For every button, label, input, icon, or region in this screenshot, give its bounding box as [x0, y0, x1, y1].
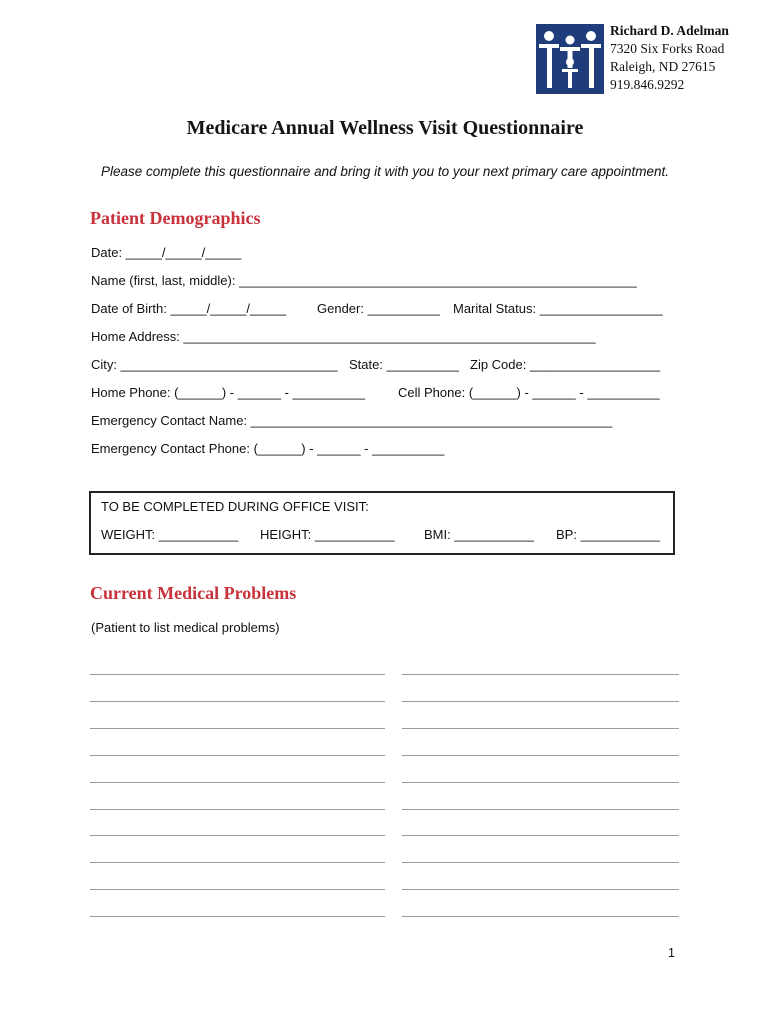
home-phone-field[interactable]: Home Phone: (______) - ______ - __________ [91, 385, 365, 400]
problem-line-left[interactable] [90, 916, 385, 917]
gender-field[interactable]: Gender: __________ [317, 301, 440, 316]
problem-line-left[interactable] [90, 862, 385, 863]
office-phone: 919.846.9292 [610, 77, 685, 92]
problem-line-left[interactable] [90, 809, 385, 810]
medical-problems-instruction: (Patient to list medical problems) [91, 620, 280, 635]
emergency-contact-name-field[interactable]: Emergency Contact Name: __________________________________________________ [91, 413, 613, 428]
problem-line-right[interactable] [402, 728, 679, 729]
page-number: 1 [668, 946, 675, 960]
marital-status-field[interactable]: Marital Status: _________________ [453, 301, 663, 316]
bmi-field[interactable]: BMI: ___________ [424, 527, 534, 542]
office-visit-label: TO BE COMPLETED DURING OFFICE VISIT: [101, 499, 369, 514]
weight-field[interactable]: WEIGHT: ___________ [101, 527, 239, 542]
problem-line-right[interactable] [402, 916, 679, 917]
problem-line-right[interactable] [402, 674, 679, 675]
medical-problems-heading: Current Medical Problems [90, 583, 297, 603]
problem-line-left[interactable] [90, 728, 385, 729]
city-state-zip: Raleigh, ND 27615 [610, 59, 716, 74]
cell-phone-field[interactable]: Cell Phone: (______) - ______ - __________ [398, 385, 660, 400]
emergency-contact-phone-field[interactable]: Emergency Contact Phone: (______) - ______ - __________ [91, 441, 445, 456]
problem-line-right[interactable] [402, 809, 679, 810]
problem-line-left[interactable] [90, 674, 385, 675]
problem-line-left[interactable] [90, 701, 385, 702]
problem-line-right[interactable] [402, 835, 679, 836]
city-field[interactable]: City: ______________________________ [91, 357, 338, 372]
page-title: Medicare Annual Wellness Visit Questionnaire [186, 117, 584, 139]
problem-line-right[interactable] [402, 755, 679, 756]
problem-line-right[interactable] [402, 782, 679, 783]
dob-field[interactable]: Date of Birth: _____/_____/_____ [91, 301, 287, 316]
name-field[interactable]: Name (first, last, middle): _______________________________________________________ [91, 273, 637, 288]
street-address: 7320 Six Forks Road [610, 41, 725, 56]
problem-line-left[interactable] [90, 755, 385, 756]
date-field[interactable]: Date: _____/_____/_____ [91, 245, 242, 260]
problem-line-right[interactable] [402, 701, 679, 702]
problem-line-left[interactable] [90, 889, 385, 890]
demographics-heading: Patient Demographics [90, 208, 261, 228]
problem-line-left[interactable] [90, 835, 385, 836]
problem-line-left[interactable] [90, 782, 385, 783]
zip-field[interactable]: Zip Code: __________________ [470, 357, 661, 372]
problem-line-right[interactable] [402, 862, 679, 863]
home-address-field[interactable]: Home Address: _________________________________________________________ [91, 329, 596, 344]
problem-line-right[interactable] [402, 889, 679, 890]
state-field[interactable]: State: __________ [349, 357, 459, 372]
family-figures-logo-icon [536, 24, 604, 94]
bp-field[interactable]: BP: ___________ [556, 527, 661, 542]
height-field[interactable]: HEIGHT: ___________ [260, 527, 395, 542]
doctor-name: Richard D. Adelman [610, 23, 729, 38]
intro-text: Please complete this questionnaire and bring it with you to your next primary care appointment. [100, 164, 670, 179]
